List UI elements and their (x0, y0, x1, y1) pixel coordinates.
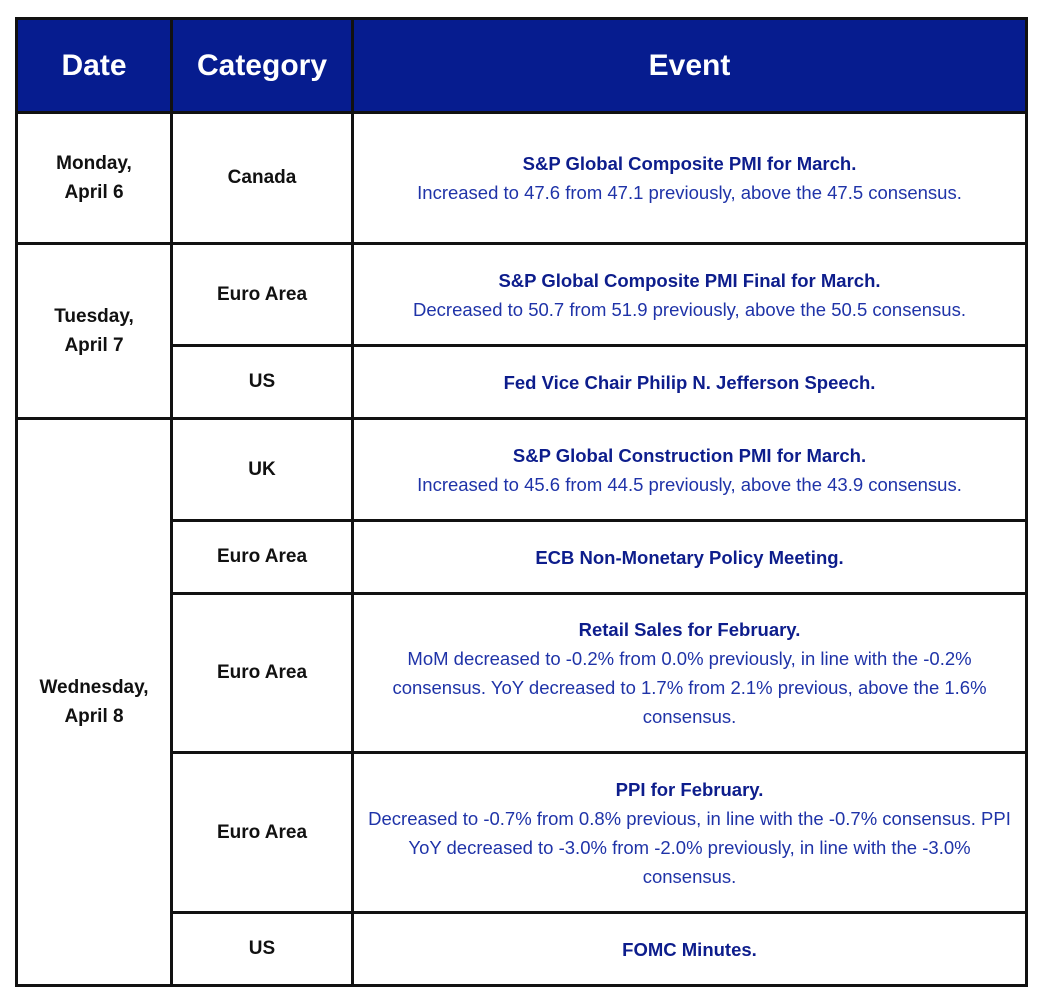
event-title: FOMC Minutes. (622, 938, 757, 960)
category-cell: Euro Area (172, 521, 353, 594)
category-cell: UK (172, 419, 353, 521)
date-cell (17, 419, 172, 986)
event-description: Decreased to 50.7 from 51.9 previously, above the 50.5 consensus. (413, 298, 966, 320)
event-cell (353, 594, 1027, 753)
event-cell (353, 753, 1027, 913)
category-cell: Canada (172, 113, 353, 244)
table-row (17, 419, 1027, 521)
date-day: April 6 (64, 182, 124, 203)
table-row (17, 113, 1027, 244)
date-weekday: Tuesday, (54, 306, 134, 327)
date-weekday: Monday, (56, 153, 132, 174)
event-title: S&P Global Composite PMI for March. (522, 153, 857, 174)
header-category: Category (172, 19, 353, 113)
event-description: Increased to 45.6 from 44.5 previously, above the 43.9 consensus. (417, 473, 962, 495)
event-cell (353, 113, 1027, 244)
date-cell (17, 244, 172, 419)
category-cell: Euro Area (172, 594, 353, 753)
date-day: April 8 (64, 706, 124, 727)
event-title: ECB Non-Monetary Policy Meeting. (535, 546, 844, 568)
event-cell (353, 521, 1027, 594)
category-cell: Euro Area (172, 244, 353, 346)
event-description: Increased to 47.6 from 47.1 previously, above the 47.5 consensus. (417, 182, 962, 203)
header-row (17, 19, 1027, 113)
table-row (17, 244, 1027, 346)
category-cell: Euro Area (172, 753, 353, 913)
economic-calendar-table (15, 17, 1028, 987)
event-description: Decreased to -0.7% from 0.8% previous, in line with the -0.7% consensus. PPI YoY decreased to -3.0% from -2.0% previously, in line with the -3.0% consensus. (368, 807, 1011, 887)
header-event: Event (353, 19, 1027, 113)
event-description: MoM decreased to -0.2% from 0.0% previously, in line with the -0.2% consensus. YoY decreased to 1.7% from 2.1% previous, above the 1.6% consensus. (392, 648, 987, 727)
event-title: S&P Global Construction PMI for March. (512, 444, 867, 466)
category-cell: US (172, 913, 353, 986)
date-weekday: Wednesday, (39, 677, 149, 698)
event-title: Retail Sales for February. (578, 619, 801, 640)
event-cell (353, 419, 1027, 521)
event-title: Fed Vice Chair Philip N. Jefferson Speech. (503, 371, 876, 393)
header-date: Date (17, 19, 172, 113)
event-cell (353, 346, 1027, 419)
event-title: PPI for February. (615, 778, 764, 800)
date-cell (17, 113, 172, 244)
event-cell (353, 244, 1027, 346)
event-title: S&P Global Composite PMI Final for March. (498, 269, 881, 291)
date-day: April 7 (64, 335, 124, 356)
category-cell: US (172, 346, 353, 419)
event-cell (353, 913, 1027, 986)
